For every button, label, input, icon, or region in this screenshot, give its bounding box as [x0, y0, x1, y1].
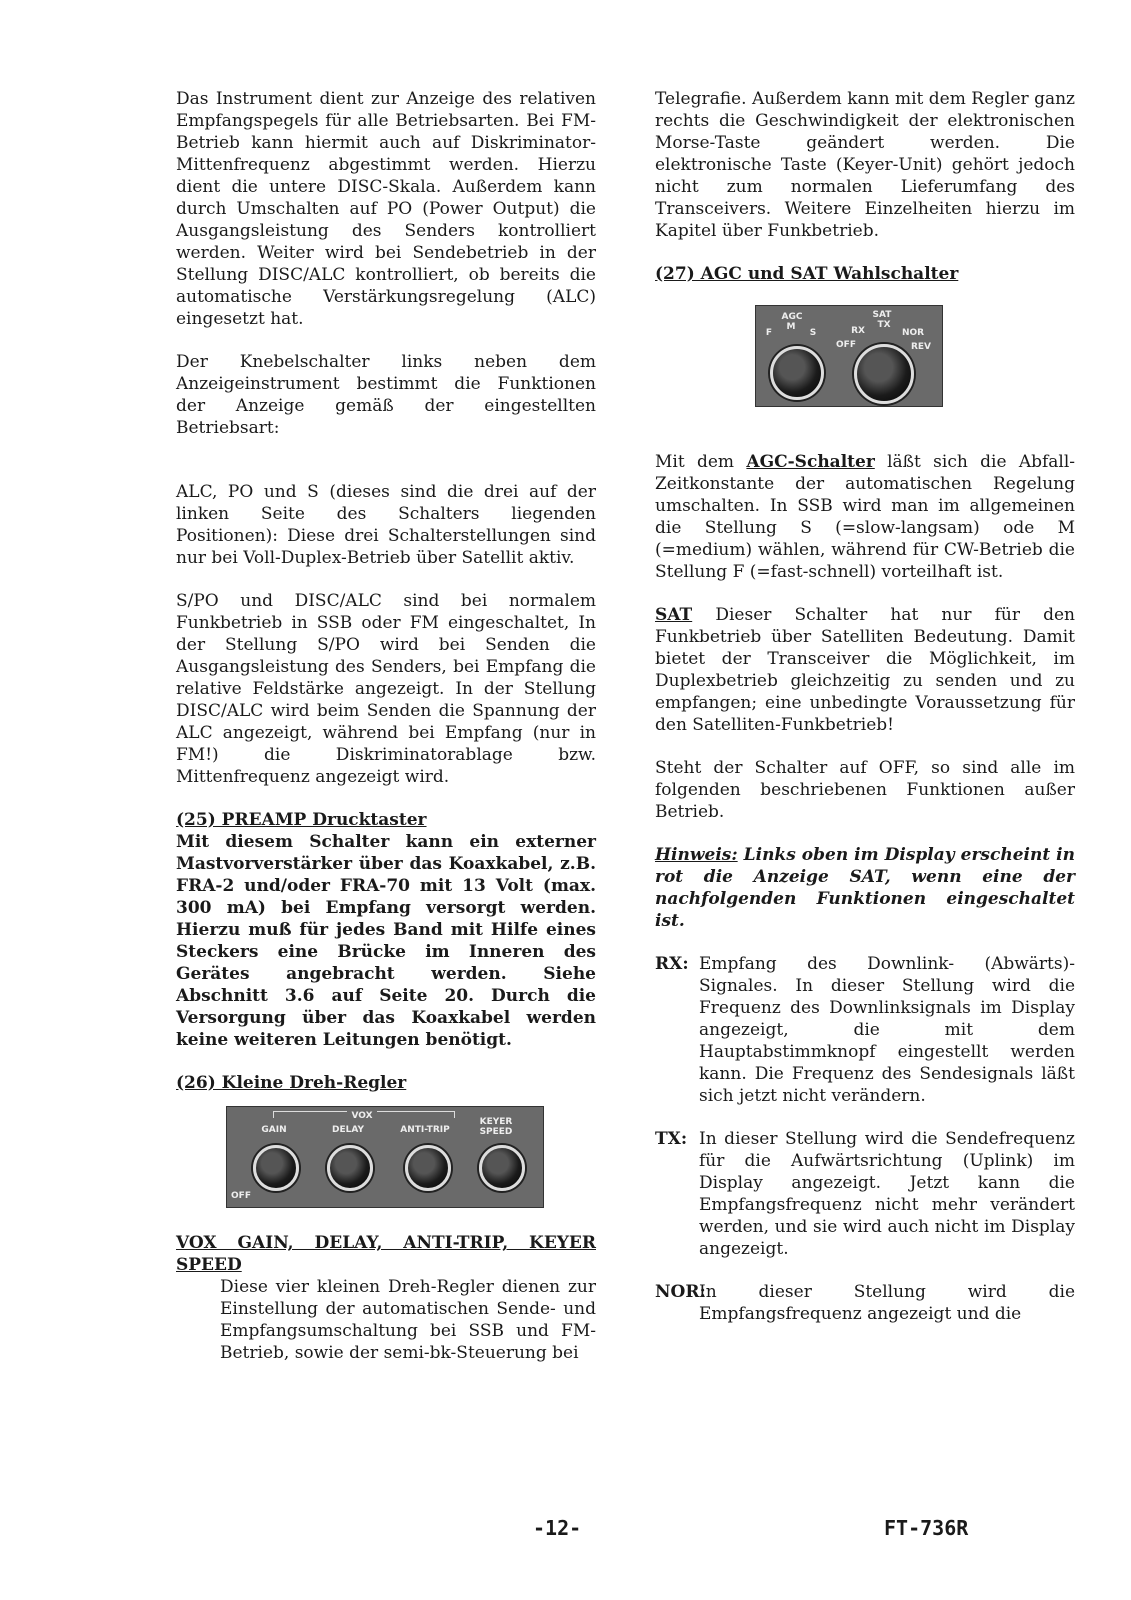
paragraph-preamp: Mit diesem Schalter kann ein externer Mastvorverstärker über das Koaxkabel, z.B. FRA-2 und/oder FRA-70 mit 13 Volt (max. 300 mA) bei Empfang versorgt werden. Hierzu muß für jedes Band mit Hilfe eines Steckers eine Brücke im Inneren des Gerätes angebracht werden. Siehe Abschnitt 3.6 auf Seite 20. Durch die Versorgung über das Koaxkabel werden keine weiteren Leitungen benötigt. — [176, 832, 596, 1050]
left-column — [176, 88, 596, 1364]
photo-vox-knobs — [226, 1106, 544, 1208]
sat-term: SAT — [655, 605, 693, 625]
sat-pos-rx: RX — [851, 326, 865, 336]
tx-text: In dieser Stellung wird die Sendefrequenz für die Aufwärtsrichtung (Uplink) im Display angezeigt. Jetzt kann die Empfangsfrequenz nicht mehr verändert werden, und sie wird auch nicht im Display angezeigt. — [699, 1129, 1075, 1259]
agc-lead: Mit dem — [655, 452, 735, 472]
delay-knob — [327, 1145, 373, 1191]
gain-label: GAIN — [261, 1125, 287, 1135]
paragraph-knebelschalter: Der Knebelschalter links neben dem Anzeigeinstrument bestimmt die Funktionen der Anzeige gemäß der eingestellten Betriebsart: — [176, 352, 596, 438]
anti-trip-knob — [405, 1145, 451, 1191]
rx-key: RX: — [655, 954, 689, 974]
paragraph-off: Steht der Schalter auf OFF, so sind alle im folgenden beschriebenen Funktionen außer Betrieb. — [655, 758, 1075, 822]
hinweis-term: Hinweis: — [655, 845, 738, 865]
sat-pos-nor: NOR — [901, 328, 925, 338]
sat-text: Dieser Schalter hat nur für den Funkbetrieb über Satelliten Bedeutung. Damit bietet der Transceiver die Möglichkeit, im Duplexbetrieb gleichzeitig zu senden und zu empfangen; eine unbedingte Voraussetzung für den Satelliten-Funkbetrieb! — [655, 605, 1076, 735]
sat-pos-tx: TX — [877, 320, 891, 330]
vox-label: VOX — [347, 1111, 377, 1121]
agc-pos-m: M — [786, 322, 796, 332]
list-item-rx — [655, 953, 1075, 1107]
agc-schalter-term: AGC-Schalter — [746, 452, 875, 472]
sat-knob — [854, 344, 914, 404]
sat-pos-rev: REV — [910, 342, 932, 352]
delay-label: DELAY — [332, 1125, 364, 1135]
list-item-tx — [655, 1128, 1075, 1260]
paragraph-telegrafie: Telegrafie. Außerdem kann mit dem Regler ganz rechts die Geschwindigkeit der elektronischen Morse-Taste geändert werden. Die elektronische Taste (Keyer-Unit) gehört jedoch nicht zum normalen Lieferumfang des Transceivers. Weitere Einzelheiten hierzu im Kapitel über Funkbetrieb. — [655, 89, 1075, 241]
off-label: OFF — [231, 1191, 251, 1201]
anti-trip-label: ANTI-TRIP — [400, 1125, 450, 1135]
paragraph-spo-disc: S/PO und DISC/ALC sind bei normalem Funkbetrieb in SSB oder FM eingeschaltet, In der Stellung S/PO wird bei Senden die Ausgangsleistung des Senders, bei Empfang die relative Feldstärke angezeigt. In der Stellung DISC/ALC wird beim Senden die Spannung der ALC angezeigt, während bei Empfang (nur in FM!) die Diskriminatorablage bzw. Mittenfrequenz angezeigt wird. — [176, 591, 596, 787]
heading-26-dreh-regler: (26) Kleine Dreh-Regler — [176, 1073, 407, 1093]
keyer-speed-knob — [479, 1145, 525, 1191]
photo-agc-sat-knobs — [755, 305, 943, 407]
heading-27-agc-sat: (27) AGC und SAT Wahlschalter — [655, 264, 959, 284]
nor-key: NOR: — [655, 1282, 706, 1302]
sat-label: SAT — [872, 310, 892, 320]
heading-25-preamp: (25) PREAMP Drucktaster — [176, 810, 427, 830]
paragraph-alc-po-s: ALC, PO und S (dieses sind die drei auf der linken Seite des Schalters liegenden Positionen): Diese drei Schalterstellungen sind nur bei Voll-Duplex-Betrieb über Satellit aktiv. — [176, 482, 596, 568]
tx-key: TX: — [655, 1129, 688, 1149]
paragraph-agc — [655, 451, 1075, 583]
agc-knob — [770, 346, 824, 400]
keyer-speed-label: KEYER SPEED — [479, 1117, 513, 1137]
agc-label: AGC — [781, 312, 803, 322]
rx-text: Empfang des Downlink- (Abwärts)-Signales. In dieser Stellung wird die Frequenz des Downlinksignals im Display angezeigt, die mit dem Hauptabstimmknopf eingestellt werden kann. Die Frequenz des Sendesignals läßt sich jetzt nicht verändern. — [699, 954, 1075, 1106]
paragraph-vox: Diese vier kleinen Dreh-Regler dienen zur Einstellung der automatischen Sende- und Empfangsumschaltung bei SSB und FM-Betrieb, sowie der semi-bk-Steuerung bei — [220, 1277, 596, 1363]
model-name: FT-736R — [884, 1516, 969, 1540]
page-number: -12- — [533, 1516, 582, 1540]
paragraph-sat — [655, 604, 1075, 736]
agc-text: läßt sich die Abfall-Zeitkonstante der automatischen Regelung umschalten. In SSB wird man im allgemeinen die Stellung S (=slow-langsam) ode M (=medium) wählen, während für CW-Betrieb die Stellung F (=fast-schnell) vorteilhaft ist. — [655, 452, 1076, 582]
gain-knob — [253, 1145, 299, 1191]
agc-pos-s: S — [809, 328, 817, 338]
agc-pos-f: F — [765, 328, 773, 338]
nor-text: In dieser Stellung wird die Empfangsfrequenz angezeigt und die — [699, 1282, 1075, 1324]
heading-vox-gain: VOX GAIN, DELAY, ANTI-TRIP, KEYER SPEED — [176, 1233, 596, 1275]
right-column — [655, 88, 1075, 1325]
hinweis-text: Links oben im Display erscheint in rot die Anzeige SAT, wenn eine der nachfolgenden Funktionen eingeschaltet ist. — [655, 845, 1076, 931]
paragraph-instrument: Das Instrument dient zur Anzeige des relativen Empfangspegels für alle Betriebsarten. Bei FM-Betrieb kann hiermit auch auf Diskriminator-Mittenfrequenz abgestimmt werden. Hierzu dient die untere DISC-Skala. Außerdem kann durch Umschalten auf PO (Power Output) die Ausgangsleistung des Senders kontrolliert werden. Weiter wird bei Sendebetrieb in der Stellung DISC/ALC kontrolliert, ob bereits die automatische Verstärkungsregelung (ALC) eingesetzt hat. — [176, 89, 596, 329]
list-item-nor — [655, 1281, 1075, 1325]
sat-pos-off: OFF — [836, 340, 856, 350]
paragraph-hinweis — [655, 844, 1075, 932]
